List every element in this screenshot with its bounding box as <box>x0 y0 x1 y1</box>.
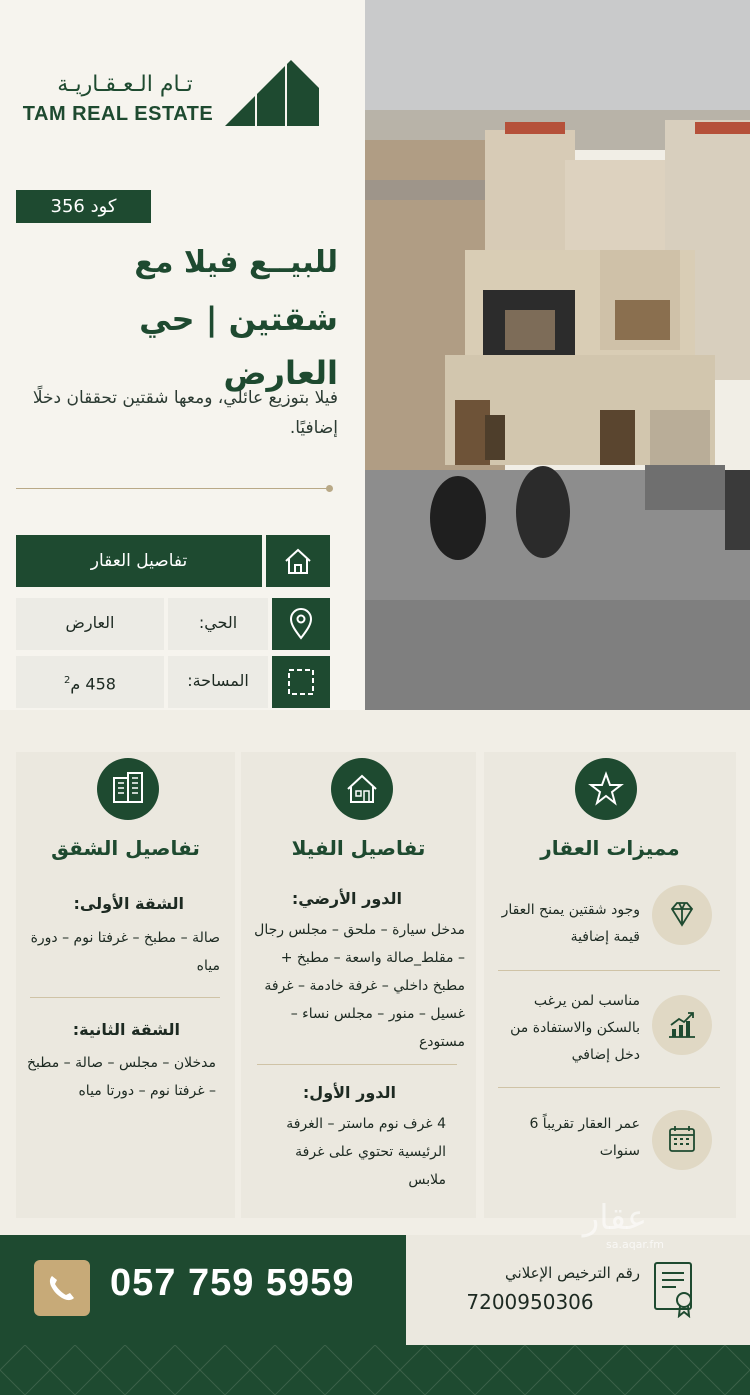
district-value: العارض <box>16 598 164 650</box>
apartments-column <box>16 752 235 1218</box>
villa-title: تفاصيل الفيلا <box>291 836 426 860</box>
area-label: المساحة: <box>168 656 268 708</box>
listing-description: فيلا بتوزيع عائلي، ومعها شقتين تحققان دخلًا إضافيًا. <box>32 388 338 438</box>
brand-name-english: TAM REAL ESTATE <box>22 103 214 125</box>
certificate-icon <box>652 1260 698 1318</box>
building-icon <box>97 758 159 820</box>
brand-name-arabic: تـام الـعـقـاريـة <box>57 72 193 97</box>
phone-number[interactable]: 057 759 5959 <box>110 1262 355 1304</box>
feature-text-3: عمر العقار تقريباً 6 سنوات <box>529 1116 640 1159</box>
villa-photo <box>365 0 750 710</box>
area-number: 458 م <box>70 674 116 694</box>
area-unit-superscript: 2 <box>64 675 71 686</box>
divider-dot <box>326 485 333 492</box>
home-icon <box>266 535 330 587</box>
first-apartment-text: صالة – مطبخ – غرفتا نوم – دورة مياه <box>30 930 220 974</box>
divider <box>16 488 331 489</box>
feature-divider-2 <box>498 1087 720 1088</box>
second-apartment-text: مدخلان – مجلس – صالة – مطبخ – غرفتا نوم – دورتا مياه <box>26 1055 216 1099</box>
first-floor-title: الدور الأول: <box>302 1083 396 1102</box>
listing-code-badge: كود 356 <box>16 190 151 223</box>
feature-text-1: وجود شقتين يمنح العقار قيمة إضافية <box>501 902 640 945</box>
listing-title-line1: للبيــع فيلا مع <box>134 245 338 280</box>
ground-floor-text: مدخل سيارة – ملحق – مجلس رجال – مقلط_صالة واسعة – مطبخ + مطبخ داخلي – غرفة خادمة – غرفة غسيل – منور – مجلس نساء – مستودع <box>254 922 465 1050</box>
features-title: مميزات العقار <box>540 836 680 860</box>
phone-icon[interactable] <box>34 1260 90 1316</box>
star-icon <box>575 758 637 820</box>
decorative-pattern <box>0 1345 750 1395</box>
second-apartment-title: الشقة الثانية: <box>72 1020 180 1039</box>
feature-text-2: مناسب لمن يرغب بالسكن والاستفادة من دخل إضافي <box>510 993 640 1063</box>
first-apartment-title: الشقة الأولى: <box>73 894 184 913</box>
diamond-icon <box>652 885 712 945</box>
listing-title-line2: شقتين | حي العارض <box>139 300 338 392</box>
location-pin-icon <box>272 598 330 650</box>
villa-divider <box>257 1064 457 1065</box>
license-number: 7200950306 <box>466 1290 594 1314</box>
district-label: الحي: <box>168 598 268 650</box>
area-dashed-square-icon <box>272 656 330 708</box>
calendar-icon <box>652 1110 712 1170</box>
license-label: رقم الترخيص الإعلاني <box>505 1264 640 1282</box>
feature-divider-1 <box>498 970 720 971</box>
apartments-divider <box>30 997 220 998</box>
property-details-header: تفاصيل العقار <box>16 535 262 587</box>
apartments-title: تفاصيل الشقق <box>51 836 200 860</box>
ground-floor-title: الدور الأرضي: <box>291 889 402 908</box>
watermark-logo: عقار <box>582 1198 648 1238</box>
area-value <box>16 656 164 708</box>
house-icon <box>331 758 393 820</box>
first-floor-text: 4 غرف نوم ماستر – الغرفة الرئيسية تحتوي على غرفة ملابس <box>286 1116 446 1188</box>
growth-chart-icon <box>652 995 712 1055</box>
watermark-url: sa.aqar.fm <box>605 1238 665 1251</box>
brand-logo-icon <box>225 60 319 126</box>
